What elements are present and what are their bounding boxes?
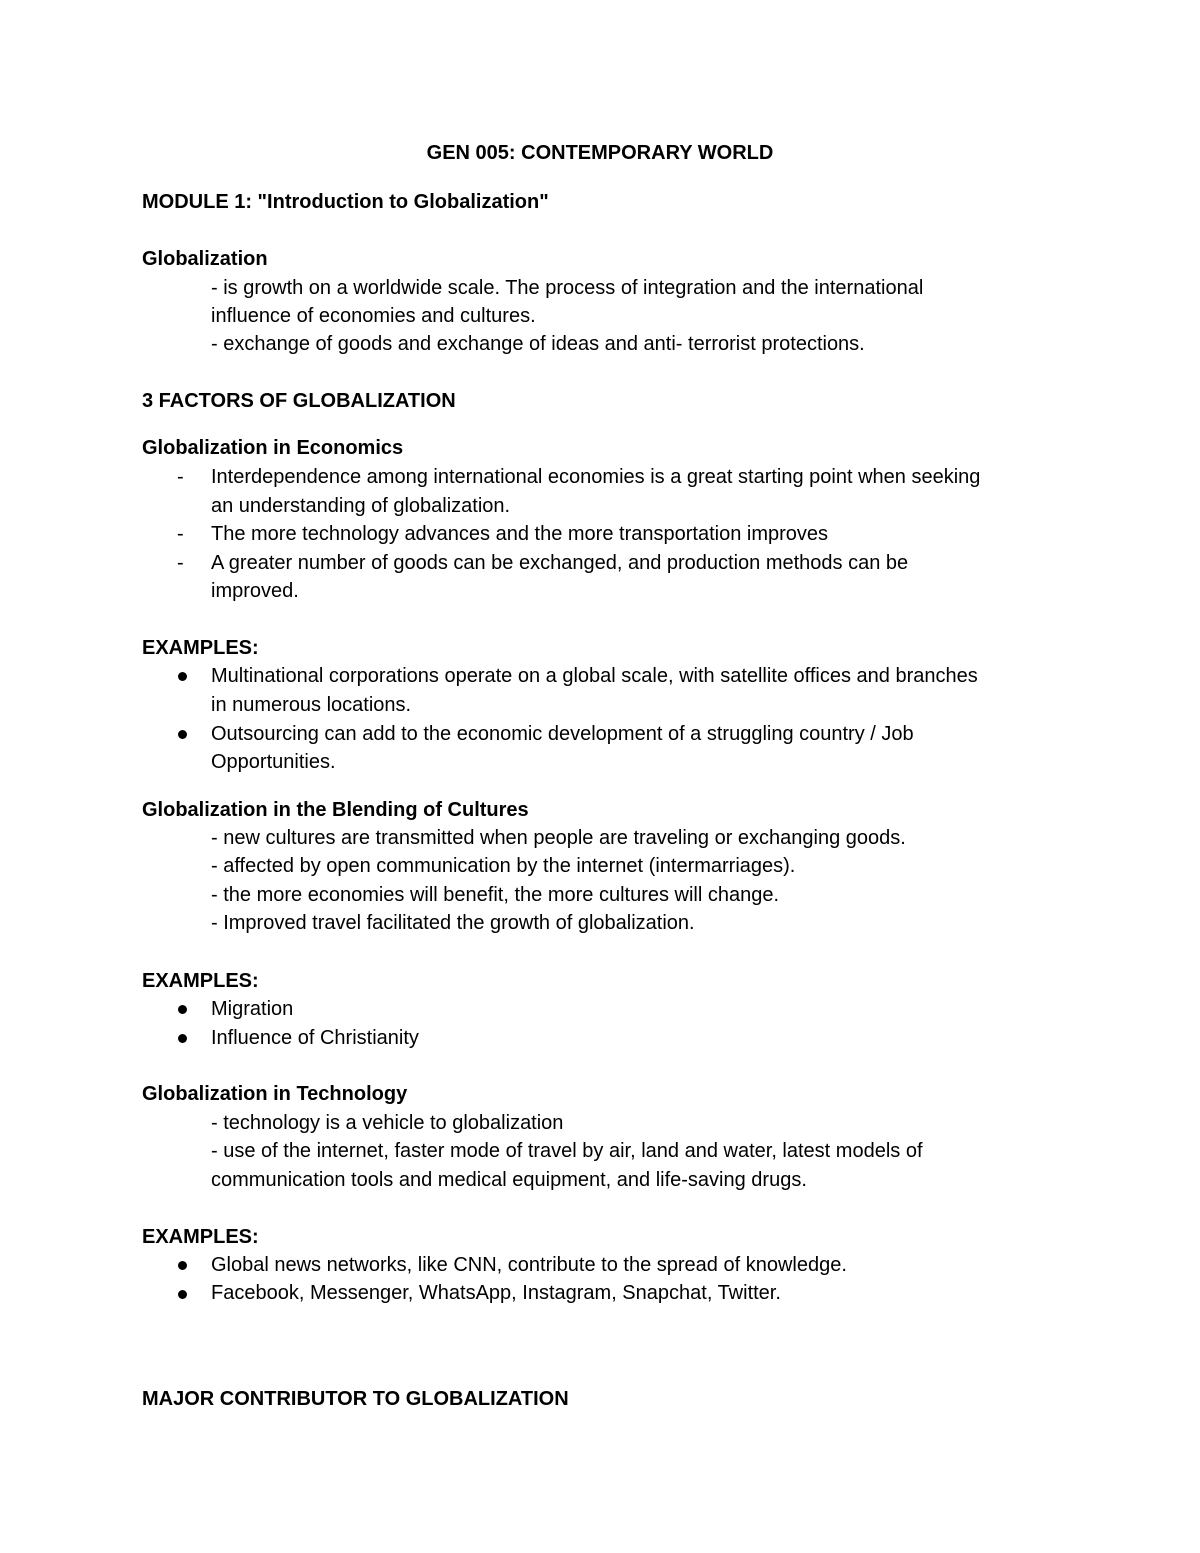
bullet-icon bbox=[178, 672, 187, 681]
globalization-definition-line: - exchange of goods and exchange of ideas and anti- terrorist protections. bbox=[211, 333, 865, 355]
cultures-examples-heading: EXAMPLES: bbox=[142, 970, 259, 992]
economics-example-item-continued: Opportunities. bbox=[211, 751, 336, 773]
globalization-definition-line: - is growth on a worldwide scale. The process of integration and the international bbox=[211, 277, 924, 299]
economics-example-item: Multinational corporations operate on a global scale, with satellite offices and branches bbox=[211, 665, 978, 687]
cultures-heading: Globalization in the Blending of Cultures bbox=[142, 799, 529, 821]
economics-list-item: A greater number of goods can be exchanged, and production methods can be bbox=[211, 552, 909, 574]
economics-list-item: Interdependence among international economies is a great starting point when seeking bbox=[211, 466, 981, 488]
cultures-line: - affected by open communication by the internet (intermarriages). bbox=[211, 855, 796, 877]
economics-heading: Globalization in Economics bbox=[142, 437, 404, 459]
bullet-icon bbox=[178, 1290, 187, 1299]
globalization-heading: Globalization bbox=[142, 248, 268, 270]
cultures-line: - the more economies will benefit, the more cultures will change. bbox=[211, 884, 780, 906]
technology-heading: Globalization in Technology bbox=[142, 1083, 408, 1105]
technology-examples-heading: EXAMPLES: bbox=[142, 1226, 259, 1248]
dash-marker: - bbox=[177, 552, 184, 574]
economics-examples-heading: EXAMPLES: bbox=[142, 637, 259, 659]
bullet-icon bbox=[178, 1005, 187, 1014]
technology-line: communication tools and medical equipment, and life-saving drugs. bbox=[211, 1169, 807, 1191]
economics-example-item-continued: in numerous locations. bbox=[211, 694, 412, 716]
factors-heading: 3 FACTORS OF GLOBALIZATION bbox=[142, 390, 456, 412]
technology-line: - use of the internet, faster mode of travel by air, land and water, latest models of bbox=[211, 1140, 923, 1162]
module-heading: MODULE 1: "Introduction to Globalization" bbox=[142, 191, 549, 213]
economics-list-item-continued: improved. bbox=[211, 580, 299, 602]
technology-example-item: Global news networks, like CNN, contribute to the spread of knowledge. bbox=[211, 1254, 847, 1276]
dash-marker: - bbox=[177, 466, 184, 488]
cultures-line: - new cultures are transmitted when people are traveling or exchanging goods. bbox=[211, 827, 906, 849]
globalization-definition-line: influence of economies and cultures. bbox=[211, 305, 536, 327]
cultures-example-item: Migration bbox=[211, 998, 294, 1020]
economics-list-item: The more technology advances and the more transportation improves bbox=[211, 523, 829, 545]
major-contributor-heading: MAJOR CONTRIBUTOR TO GLOBALIZATION bbox=[142, 1388, 569, 1410]
bullet-icon bbox=[178, 730, 187, 739]
technology-line: - technology is a vehicle to globalization bbox=[211, 1112, 564, 1134]
dash-marker: - bbox=[177, 523, 184, 545]
cultures-example-item: Influence of Christianity bbox=[211, 1027, 419, 1049]
cultures-line: - Improved travel facilitated the growth of globalization. bbox=[211, 912, 695, 934]
document-title: GEN 005: CONTEMPORARY WORLD bbox=[426, 142, 774, 164]
bullet-icon bbox=[178, 1261, 187, 1270]
bullet-icon bbox=[178, 1034, 187, 1043]
technology-example-item: Facebook, Messenger, WhatsApp, Instagram, Snapchat, Twitter. bbox=[211, 1282, 781, 1304]
economics-list-item-continued: an understanding of globalization. bbox=[211, 495, 511, 517]
economics-example-item: Outsourcing can add to the economic development of a struggling country / Job bbox=[211, 723, 914, 745]
